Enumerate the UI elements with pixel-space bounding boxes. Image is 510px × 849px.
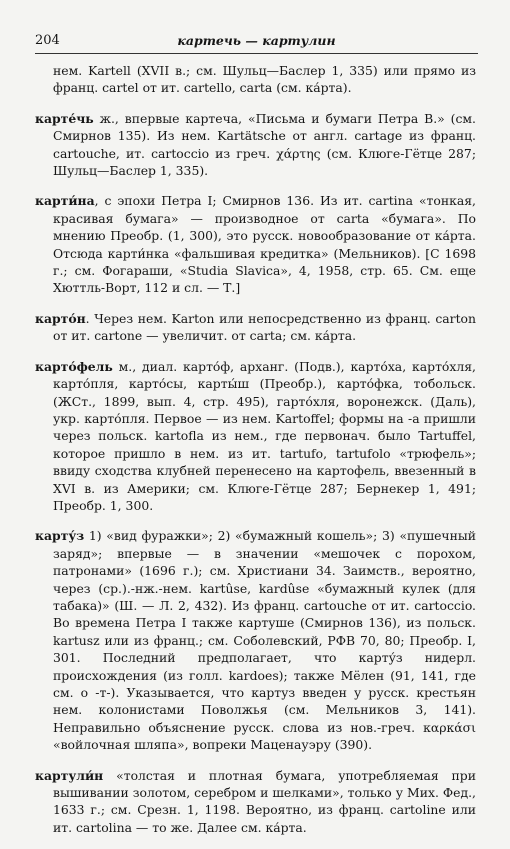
- entry-headword: карто́фель: [35, 358, 113, 374]
- page-number: 204: [35, 33, 60, 48]
- entry-text: . Через нем. Karton или непосредственно из франц. carton от ит. cartone — увеличит. от carta; см. ка́рта.: [53, 310, 476, 344]
- entry-headword: карто́н: [35, 310, 86, 326]
- entry-headword: карти́на: [35, 193, 95, 209]
- entry-kartuz: [35, 527, 476, 753]
- dictionary-body: [35, 62, 476, 849]
- entry-continuation: [35, 62, 476, 97]
- entry-text: ж., впервые картеча, «Письма и бумаги Петра В.» (см. Смирнов 135). Из нем. Kartätsche от англ. cartage из франц. cartouche, ит. cartoccio из греч. χάρτης (см. Клюге-Гётце 287; Шульц—Баслер 1, 335).: [53, 110, 476, 179]
- entry-karton: [35, 310, 476, 345]
- entry-text: м., диал. карто́ф, арханг. (Подв.), карто́ха, карто́хля, карто́пля, карто́сы, карты́ш (Преобр.), карто́фка, тобольск. (ЖСт., 1899, вып. 4, стр. 495), гарто́хля, воронежск. (Даль), укр. карто́пля. Первое — из нем. Kartoffel; формы на -а пришли через польск. kartofla из нем., где первонач. было Tartuffel, которое пришло в нем. из ит. tartufo, tartufolo «трюфель»; ввиду сходства клубней перенесено на картофель, ввезенный в XVI в. из Америки; см. Клюге-Гётце 287; Бернекер 1, 491; Преобр. 1, 300.: [53, 358, 476, 513]
- entry-kartofel: [35, 358, 476, 515]
- entry-headword: картули́н: [35, 767, 104, 783]
- entry-text: «толстая и плотная бумага, употребляемая при вышивании золотом, серебром и шелками», только у Мих. Фед., 1633 г.; см. Срезн. 1, 1198. Вероятно, из франц. cartoline или ит. cartolina — то же. Далее см. ка́рта.: [53, 767, 476, 835]
- running-head: картечь — картулин: [177, 33, 336, 48]
- entry-text: , с эпохи Петра I; Смирнов 136. Из ит. cartina «тонкая, красивая бумага» — производное от carta «бумага». По мнению Преобр. (1, 300), это русск. новообразование от ка́рта. Отсюда карти́нка «фальшивая кредитка» (Мельников). [С 1698 г.; см. Фогараши, «Studia Slavica», 4, 1958, стр. 65. См. еще Хюттль-Ворт, 112 и сл. — Т.]: [53, 193, 476, 296]
- entry-text: 1) «вид фуражки»; 2) «бумажный кошель»; 3) «пушечный заряд»; впервые — в значении «мешочек с порохом, патронами» (1696 г.); см. Христиани 34. Заимств., вероятно, через (ср.).-нж.-нем. kartûse, kardûse «бумажный кулек (для табака)» (Ш. — Л. 2, 432). Из франц. cartouche от ит. cartoccio. Во времена Петра I также картуше (Смирнов 136), из польск. kartusz или из франц.; см. Соболевский, РФВ 70, 80; Преобр. I, 301. Последний предполагает, что карту́з нидерл. происхождения (из голл. kardoes); также Мёлен (91, 141, где см. о -т-). Указывается, что картуз введен у русск. крестьян нем. колонистами Поволжья (см. Мельников 3, 141). Неправильно объяснение русск. слова из нов.-греч. καρκάσι «войлочная шляпа», вопреки Маценауэру (390).: [53, 528, 476, 753]
- entry-kartech: [35, 110, 476, 180]
- entry-headword: карту́з: [35, 528, 85, 544]
- entry-headword: карте́чь: [35, 110, 94, 126]
- entry-kartulin: [35, 767, 476, 837]
- entry-kartina: [35, 192, 476, 296]
- entry-text: нем. Kartell (XVII в.; см. Шульц—Баслер 1, 335) или прямо из франц. cartel от ит. cartello, carta (см. ка́рта).: [53, 63, 476, 96]
- page-header: [35, 31, 478, 54]
